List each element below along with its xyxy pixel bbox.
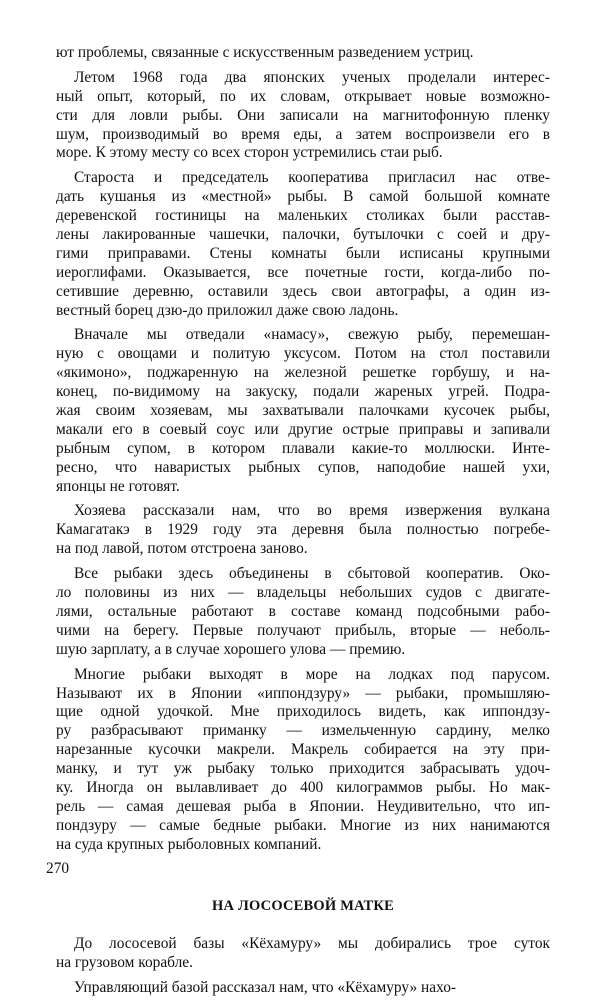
text-line: Хозяева рассказали нам, что во время извержения вулкана bbox=[74, 502, 550, 520]
text-line: Управляющий базой рассказал нам, что «Кёхамуру» нахо- bbox=[74, 979, 457, 997]
paragraph bbox=[56, 169, 550, 320]
text-line: шую зарплату, а в случае хорошего улова — премию. bbox=[56, 640, 406, 658]
paragraph bbox=[56, 935, 550, 973]
paragraph bbox=[56, 44, 550, 63]
text-line: чими на берегу. Первые получают прибыль, вторые — неболь- bbox=[56, 621, 550, 639]
text-line: лены лакированные чашечки, палочки, бутылочки с соей и дру- bbox=[56, 226, 550, 244]
text-line: конец, по-видимому на закуску, подали жареных угрей. Подра- bbox=[56, 383, 550, 401]
text-line: ют проблемы, связанные с искусственным разведением устриц. bbox=[56, 44, 474, 61]
text-line: ную с овощами и политую уксусом. Потом на стол поставили bbox=[56, 345, 550, 363]
text-line: ный опыт, который, по их словам, открывает новые возможно- bbox=[56, 87, 550, 105]
paragraph bbox=[56, 565, 550, 659]
text-line: шум, производимый во время еды, а затем воспроизвели его в bbox=[56, 125, 550, 143]
text-line: манку, и тут уж рыбаку только приходится забрасывать удоч- bbox=[56, 760, 550, 778]
text-line: Называют их в Японии «иппондзуру» — рыбаки, промышляю- bbox=[56, 684, 550, 702]
paragraph bbox=[56, 69, 550, 163]
paragraph bbox=[56, 979, 550, 998]
text-line: Летом 1968 года два японских ученых проделали интерес- bbox=[74, 68, 550, 86]
text-body bbox=[56, 44, 550, 855]
text-line: гими приправами. Стены комнаты были исписаны крупными bbox=[56, 244, 550, 262]
text-line: нарезанные кусочки макрели. Макрель собирается на эту при- bbox=[56, 741, 550, 759]
text-line: на суда крупных рыболовных компаний. bbox=[56, 835, 322, 853]
text-line: рель — самая дешевая рыба в Японии. Неудивительно, что ип- bbox=[56, 797, 550, 815]
text-line: сти для ловли рыбы. Они записали на магнитофонную пленку bbox=[56, 106, 550, 124]
text-line: вестный борец дзю-до приложил даже свою ладонь. bbox=[56, 301, 399, 319]
text-line: ресно, что наваристых рыбных супов, наподобие нашей ухи, bbox=[56, 458, 550, 476]
text-line: дать кушанья из «местной» рыбы. В самой большой комнате bbox=[56, 188, 550, 206]
text-line: море. К этому месту со всех сторон устремились стаи рыб. bbox=[56, 144, 443, 162]
text-line: Все рыбаки здесь объединены в сбытовой кооператив. Око- bbox=[74, 565, 550, 583]
text-line: До лососевой базы «Кёхамуру» мы добирались трое суток bbox=[74, 935, 550, 953]
text-line: Многие рыбаки выходят в море на лодках под парусом. bbox=[74, 665, 550, 683]
section-heading: НА ЛОСОСЕВОЙ МАТКЕ bbox=[212, 897, 394, 914]
page-body bbox=[56, 44, 550, 1004]
paragraph bbox=[56, 326, 550, 496]
text-line: рыбным супом, в котором плавали какие-то моллюски. Инте- bbox=[56, 439, 550, 457]
text-line: Вначале мы отведали «намасу», свежую рыбу, перемешан- bbox=[74, 326, 550, 344]
text-line: деревенской гостиницы на маленьких столиках были расстав- bbox=[56, 207, 550, 225]
text-line: «якимоно», поджаренную на железной решетке горбушу, и на- bbox=[56, 364, 550, 382]
text-line: на под лавой, потом отстроена заново. bbox=[56, 540, 308, 558]
page-number: 270 bbox=[46, 860, 70, 877]
text-line: пондзуру — самые бедные рыбаки. Многие из них нанимаются bbox=[56, 816, 550, 834]
paragraph bbox=[56, 502, 550, 559]
text-line: макали его в соевый соус или другие острые приправы и запивали bbox=[56, 420, 550, 438]
text-body-continued bbox=[56, 935, 550, 998]
text-line: сетившие деревню, оставили здесь свои автографы, а один из- bbox=[56, 282, 550, 300]
paragraph bbox=[56, 666, 550, 855]
text-line: на грузовом корабле. bbox=[56, 954, 193, 972]
text-line: японцы не готовят. bbox=[56, 477, 180, 495]
text-line: Камагатакэ в 1929 году эта деревня была полностью погребе- bbox=[56, 521, 550, 539]
text-line: лями, остальные работают в составе команд подсобными рабо- bbox=[56, 602, 550, 620]
text-line: жая своим хозяевам, мы захватывали палочками кусочек рыбы, bbox=[56, 402, 550, 420]
text-line: иероглифами. Оказывается, все почетные гости, когда-либо по- bbox=[56, 263, 550, 281]
text-line: ру разбрасывают приманку — измельченную сардину, мелко bbox=[56, 722, 550, 740]
text-line: щие одной удочкой. Мне приходилось видеть, как иппондзу- bbox=[56, 703, 550, 721]
text-line: ку. Иногда он вылавливает до 400 килограммов рыбы. Но мак- bbox=[56, 778, 550, 796]
text-line: Староста и председатель кооператива пригласил нас отве- bbox=[74, 169, 550, 187]
text-line: ло половины из них — владельцы небольших судов с двигате- bbox=[56, 584, 550, 602]
